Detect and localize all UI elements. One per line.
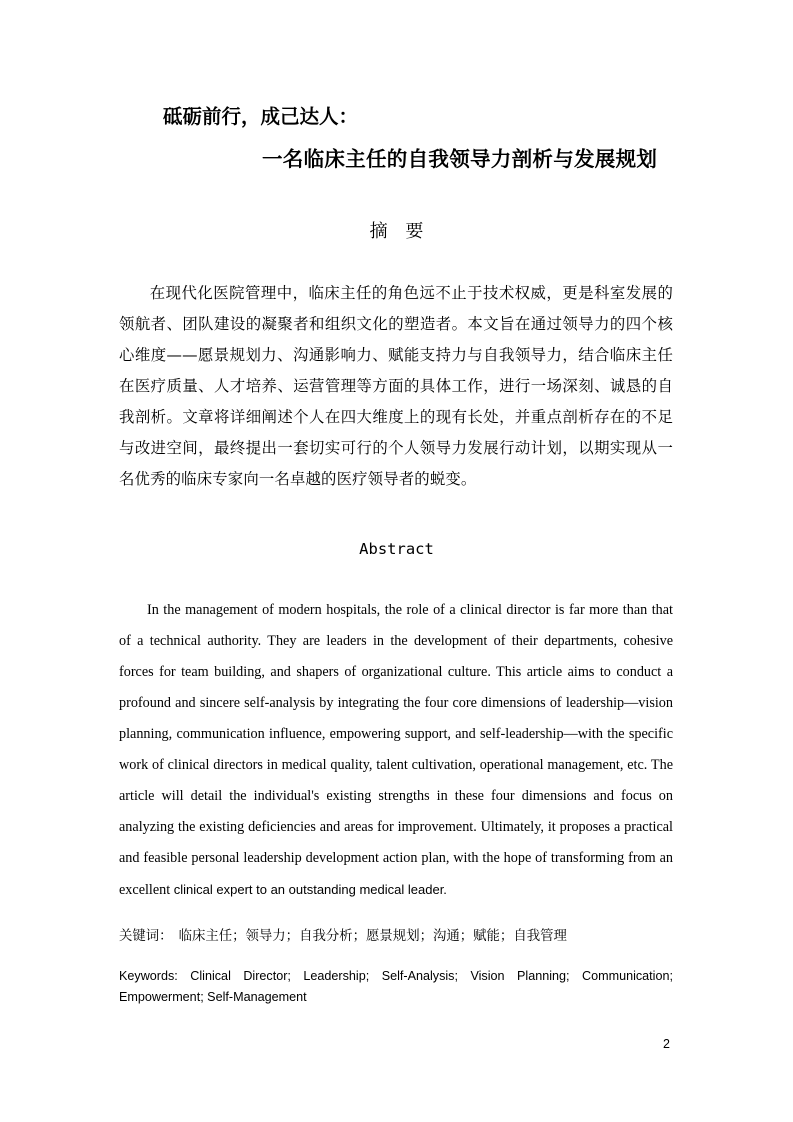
english-abstract-heading: Abstract [359, 540, 434, 558]
page-number: 2 [663, 1037, 670, 1051]
english-abstract-text: In the management of modern hospitals, the role of a clinical director is far more than that of a technical authority. They are leaders in the development of their departments, cohesive forces for team building, and shapers of organizational culture. This article aims to conduct a profound and sincere self-analysis by integrating the four core dimensions of leadership—vision planning, communication influence, empowering support, and self-leadership—with the specific work of clinical directors in medical quality, talent cultivation, operational management, etc. The article will detail the individual's existing strengths in these four dimensions and focus on analyzing the existing deficiencies and areas for improvement. Ultimately, it proposes a practical and feasible personal leadership development action plan, with the hope of transforming from an excellent [119, 602, 673, 898]
chinese-keywords-value: 临床主任；领导力；自我分析；愿景规划；沟通；赋能；自我管理 [178, 929, 567, 944]
title-line-1: 砥砺前行，成己达人： [163, 105, 359, 128]
chinese-abstract-body: 在现代化医院管理中，临床主任的角色远不止于技术权威，更是科室发展的领航者、团队建设的凝聚者和组织文化的塑造者。本文旨在通过领导力的四个核心维度——愿景规划力、沟通影响力、赋能支持力与自我领导力，结合临床主任在医疗质量、人才培养、运营管理等方面的具体工作，进行一场深刻、诚恳的自我剖析。文章将详细阐述个人在四大维度上的现有长处，并重点剖析存在的不足与改进空间，最终提出一套切实可行的个人领导力发展行动计划，以期实现从一名优秀的临床专家向一名卓越的医疗领导者的蜕变。 [119, 284, 673, 488]
chinese-keywords-label: 关键词： [119, 929, 173, 944]
chinese-keywords [119, 926, 679, 948]
english-keywords: Keywords: Clinical Director; Leadership; Self-Analysis; Vision Planning; Communication; Empowerment; Self-Management [119, 969, 673, 1004]
chinese-abstract-heading: 摘 要 [369, 221, 430, 242]
english-abstract-tail: clinical expert to an outstanding medical leader. [173, 882, 447, 897]
title-line-2: 一名临床主任的自我领导力剖析与发展规划 [262, 147, 658, 171]
english-abstract-body [119, 595, 673, 906]
